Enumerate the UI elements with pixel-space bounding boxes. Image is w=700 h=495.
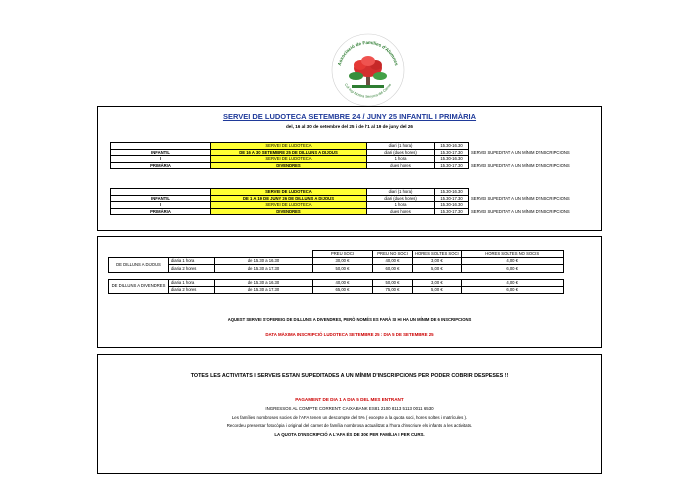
group-label: DE DILLUNS A DIVENDRES [109,279,169,293]
headline: TOTES LES ACTIVITATS I SERVEIS ESTAN SUPEDITADES A UN MÍNIM D'INSCRIPCIONS PER PODER COBRIR DESPESES !! [190,373,509,379]
logo-text-top: Associació de Families d'Alumnes [336,39,400,67]
header-hores-soci: HORES SOLTES SOCI [413,251,462,258]
general-info-section [97,354,602,474]
ludoteca-table-juny: SERVEI DE LUDOTECA diari (1 hora) 15.30-16.30 INFANTIL DE 1 A 19 DE JUNY 26 DE DILLUNS A DIJOUS diari (dues hores) 15.30-17.30 SERVEI SUPEDITAT A UN MÍNIM D'INSCRIPCIONS I SERVEI DE LUDOTECA 1 hora 15.30-16.30 PRIMÀRIA DIVENDRES dues hores 15.30-17.30 SERVEI SUPEDITAT A UN MÍNIM D'INSCRIPCIONS [110,188,579,215]
reminder-note: Recordeu presentar fotocòpia i original del carnet de família nombrosa actualitzat a l'hora d'inscriure els infants a les activitats. [226,423,473,428]
header-hores-no-soci: HORES SOLTES NO SOCIS [461,251,563,258]
ludoteca-section [97,106,602,231]
header-preu-no-soci: PREU NO SOCI [373,251,413,258]
header-preu-soci: PREU SOCI [313,251,373,258]
group-label: DE DILLUNS A DIJOUS [109,258,169,272]
logo-text-bottom: Col·legi Nostra Senyora del Carme [343,82,393,99]
prices-table [108,250,564,294]
table-row: diaria 2 hores de 15.30 a 17.30 50,00 € 60,00 € 5,00 € 6,00 € [109,265,564,272]
payment-note: PAGAMENT DE DIA 1 A DIA 5 DEL MES ENTRANT [295,397,404,402]
prices-section [97,236,602,348]
offer-note: AQUEST SERVEI S'OFEREIG DE DILLUNS A DIVENDRES, PERÒ NOMÉS ES FARÀ SI HI HA UN MÍNIM DE 6 INSCRIPCIONS [227,317,472,322]
service-cell: SERVEI DE LUDOTECA [211,143,367,150]
period-cell: DE 1 A 19 DE JUNY 26 DE DILLUNS A DIJOUS [211,195,367,202]
level-label: INFANTIL [111,195,211,202]
table-row: DE DILLUNS A DIVENDRES diaria 1 hora de 15.30 a 16.30 40,00 € 50,00 € 3,00 € 4,00 € [109,279,564,286]
min-note: SERVEI SUPEDITAT A UN MÍNIM D'INSCRIPCIONS [471,195,570,201]
ludoteca-title: SERVEI DE LUDOTECA SETEMBRE 24 / JUNY 25 INFANTIL I PRIMÀRIA [222,112,477,121]
table-row: diaria 2 hores de 15.30 a 17.30 65,00 € 75,00 € 5,00 € 6,00 € [109,286,564,293]
fee-note: LA QUOTA D'INSCRIPCIÓ A L'AFA ÉS DE 30€ PER FAMÍLIA I PER CURS. [274,432,425,437]
ludoteca-table-setembre: SERVEI DE LUDOTECA diari (1 hora) 15.30-16.30 INFANTIL DE 16 A 30 SETEMBRE 25 DE DILLUNS A DIJOUS diari (dues hores) 15.30-17.30 SERVEI SUPEDITAT A UN MÍNIM D'INSCRIPCIONS I SERVEI DE LUDOTECA 1 hora 15.30-16.30 PRIMÀRIA DIVENDRES dues hores 15.30-17.30 SERVEI SUPEDITAT A UN MÍNIM D'INSCRIPCIONS [110,142,579,169]
deadline-note: DATA MÀXIMA INSCRIPCIÓ LUDOTECA SETEMBRE 25 : DIA 5 DE SETEMBRE 25 [265,332,434,337]
table-row: DE DILLUNS A DIJOUS diaria 1 hora de 15.30 a 16.30 30,00 € 40,00 € 3,00 € 4,00 € [109,258,564,265]
afa-logo [330,32,406,108]
level-label: INFANTIL [111,149,211,156]
account-info: INGRESSOS AL COMPTE CORRENT: CAIXABANK ES81 2100 8113 5113 0011 6530 [265,406,434,411]
ludoteca-subtitle: del, 16 al 30 de setembre del 25 i de l'1 al 19 de juny del 26 [286,124,413,129]
large-families-note: Les famílies nombroses socies de l'AFA tenen un descompte del 5% ( excepte a la quota soci, hores soltes i matrícules ). [231,415,468,420]
min-note: SERVEI SUPEDITAT A UN MÍNIM D'INSCRIPCIONS [471,149,570,155]
period-cell: DE 16 A 30 SETEMBRE 25 DE DILLUNS A DIJOUS [211,149,367,156]
service-cell: SERVEI DE LUDOTECA [211,189,367,196]
min-note: SERVEI SUPEDITAT A UN MÍNIM D'INSCRIPCIONS [471,208,570,214]
min-note: SERVEI SUPEDITAT A UN MÍNIM D'INSCRIPCIONS [471,162,570,168]
